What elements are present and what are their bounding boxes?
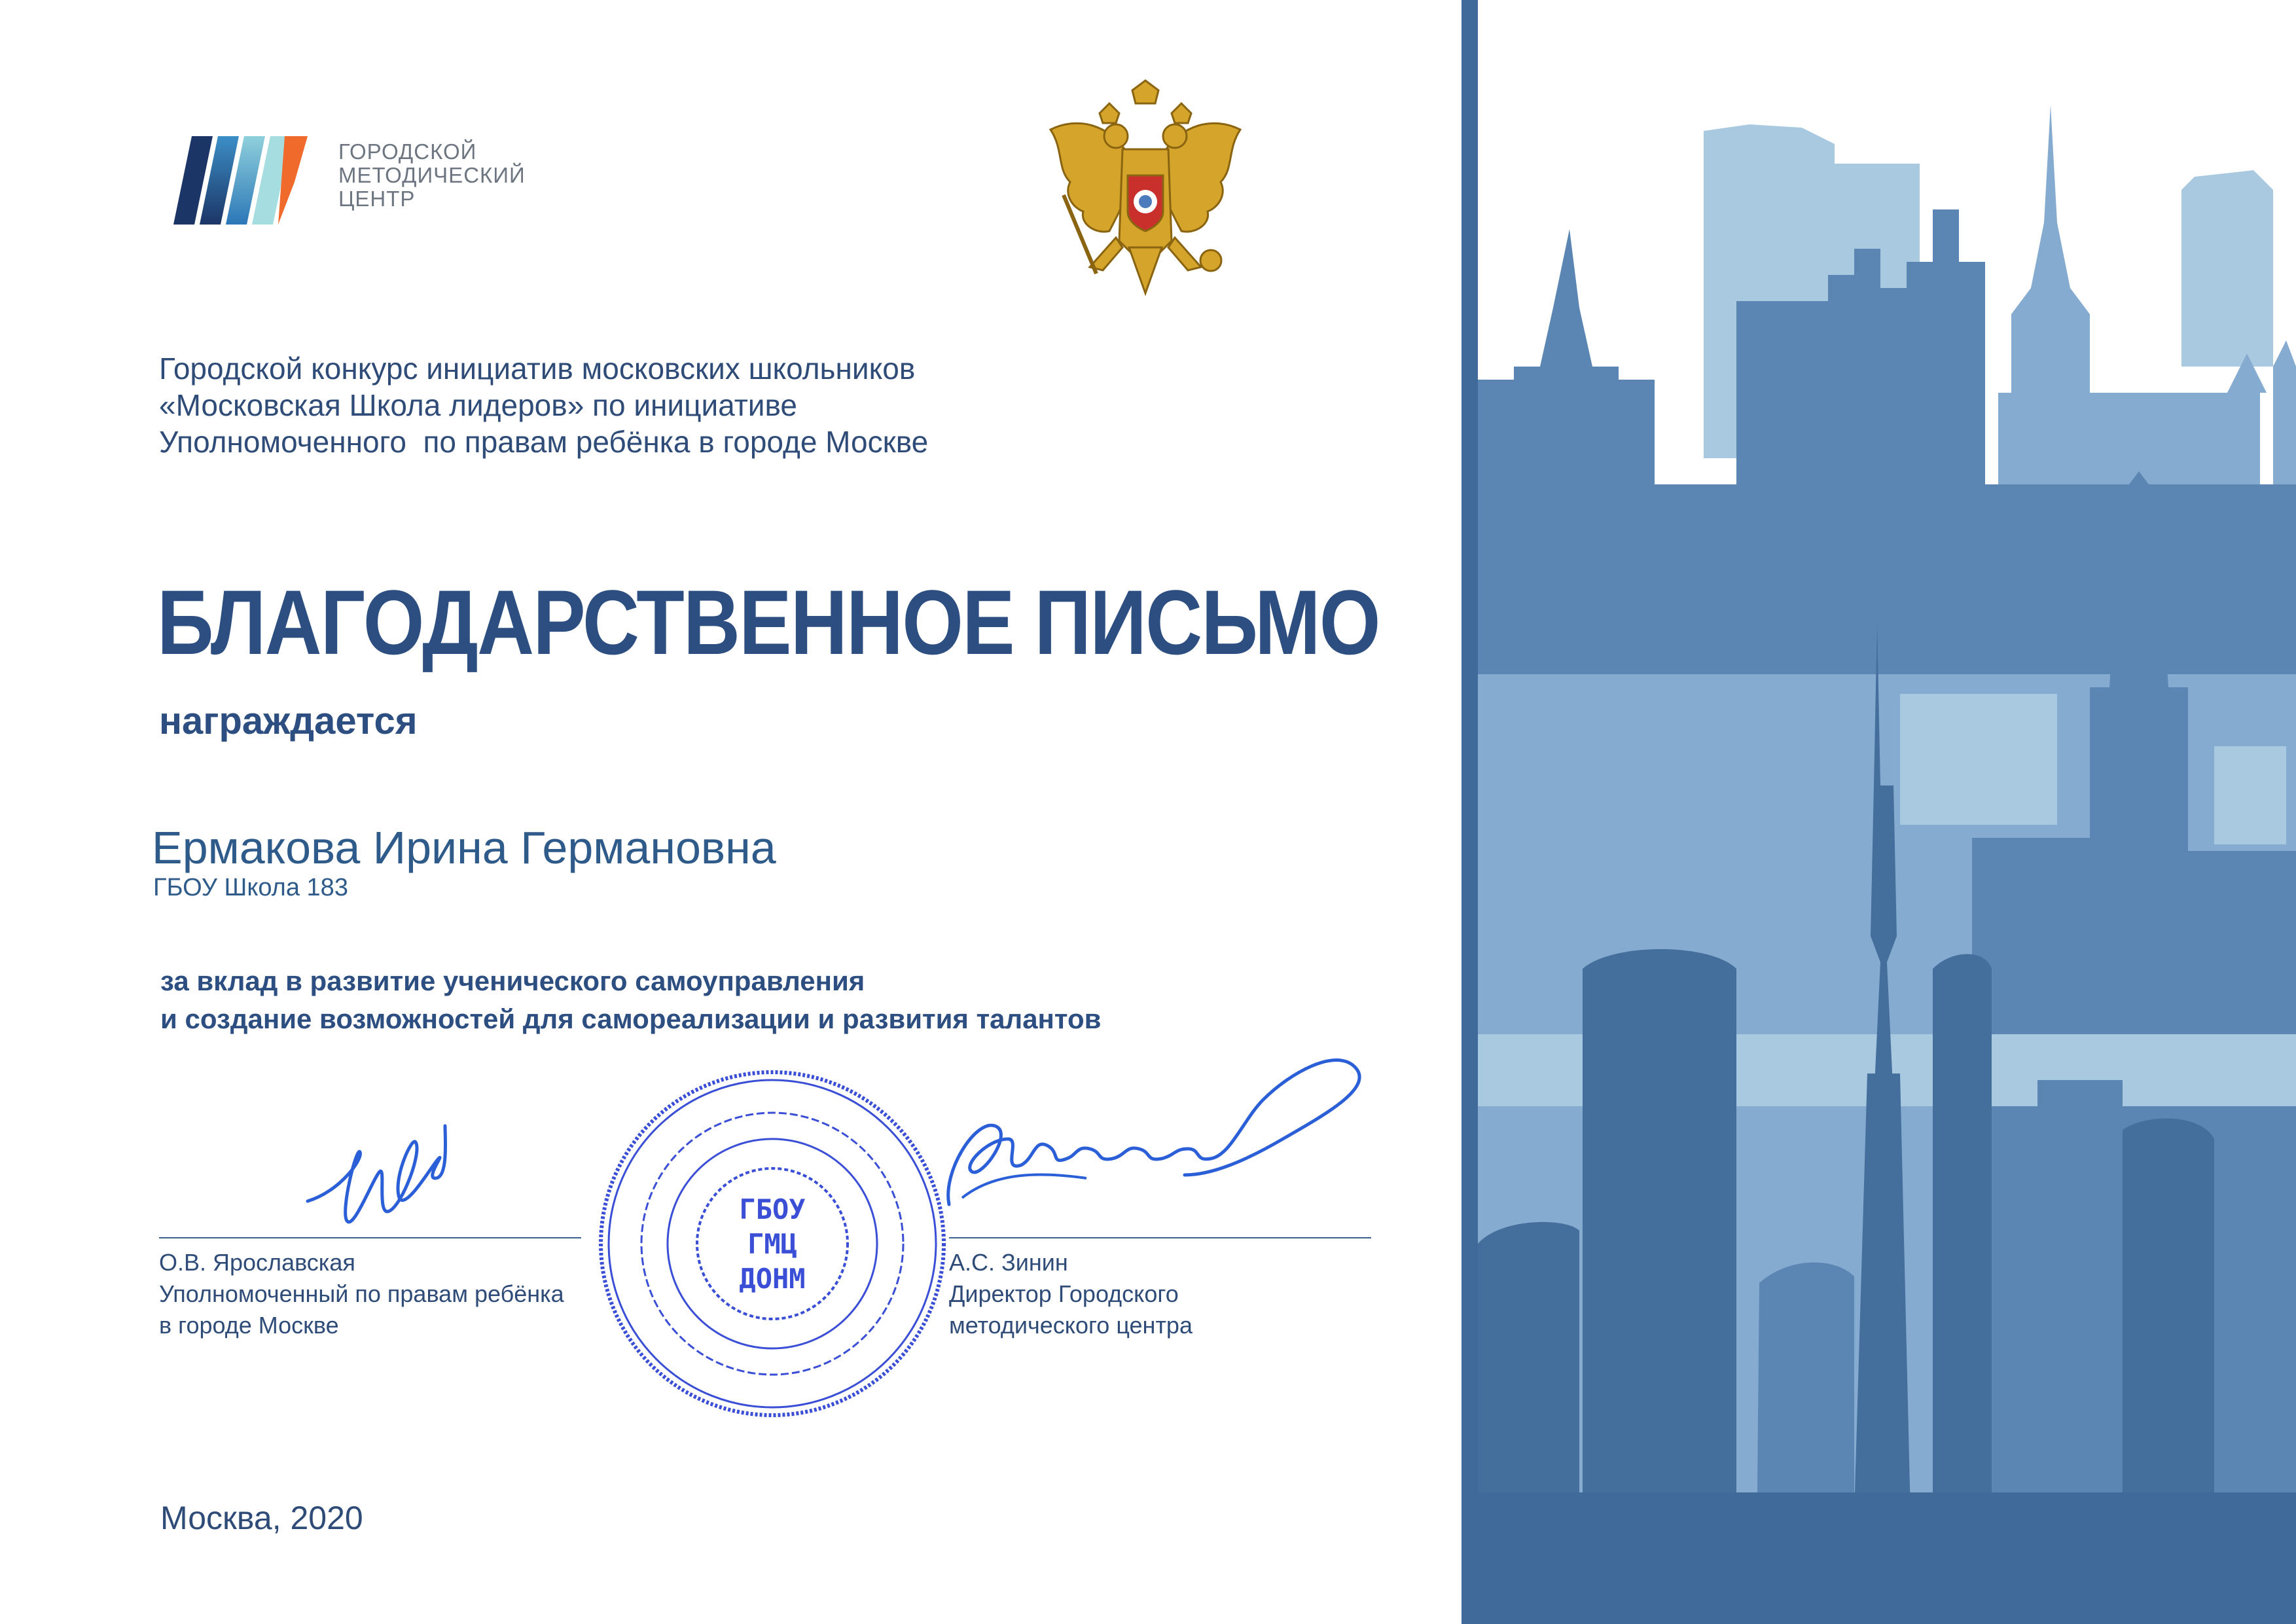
signatory-left-name: О.В. Ярославская xyxy=(159,1249,355,1276)
signatory-right-role-2: методического центра xyxy=(949,1312,1193,1339)
signature-left-icon xyxy=(301,1080,478,1257)
signature-right-icon xyxy=(936,1041,1368,1237)
stamp-line-1: ГБОУ xyxy=(739,1193,806,1225)
intro-line-1: Городской конкурс инициатив московских школьников xyxy=(159,352,916,386)
signatory-right-role-1: Директор Городского xyxy=(949,1280,1179,1307)
document-title: БЛАГОДАРСТВЕННОЕ ПИСЬМО xyxy=(157,571,1380,674)
stamp-line-3: ДОНМ xyxy=(739,1263,806,1295)
logo-line-1: ГОРОДСКОЙ xyxy=(338,139,477,164)
signatory-left-role-2: в городе Москве xyxy=(159,1312,339,1339)
reason-line-1: за вклад в развитие ученического самоуправления xyxy=(160,965,865,996)
logo-line-2: МЕТОДИЧЕСКИЙ xyxy=(338,163,526,187)
recipient-name: Ермакова Ирина Германовна xyxy=(152,822,776,873)
contest-description xyxy=(159,350,928,460)
signatory-left-role-1: Уполномоченный по правам ребёнка xyxy=(159,1280,564,1307)
signature-line-right xyxy=(949,1237,1371,1238)
stamp-line-2: ГМЦ xyxy=(747,1228,797,1260)
signatory-right xyxy=(949,1247,1193,1341)
logo-line-3: ЦЕНТР xyxy=(338,187,416,211)
signatory-left xyxy=(159,1247,564,1341)
intro-line-2: «Московская Школа лидеров» по инициативе xyxy=(159,388,798,422)
coat-of-arms-icon xyxy=(1044,77,1247,303)
recipient-school: ГБОУ Школа 183 xyxy=(153,874,348,901)
award-reason xyxy=(160,962,1101,1038)
moscow-skyline-illustration xyxy=(1462,0,2296,1624)
reason-line-2: и создание возможностей для самореализации и развития талантов xyxy=(160,1003,1102,1034)
awarded-label: награждается xyxy=(159,700,418,742)
signatory-right-name: А.С. Зинин xyxy=(949,1249,1068,1276)
official-stamp xyxy=(589,1060,956,1427)
place-date: Москва, 2020 xyxy=(160,1500,363,1536)
logo-text xyxy=(338,140,526,211)
intro-line-3: Уполномоченного по правам ребёнка в городе Москве xyxy=(159,425,929,459)
